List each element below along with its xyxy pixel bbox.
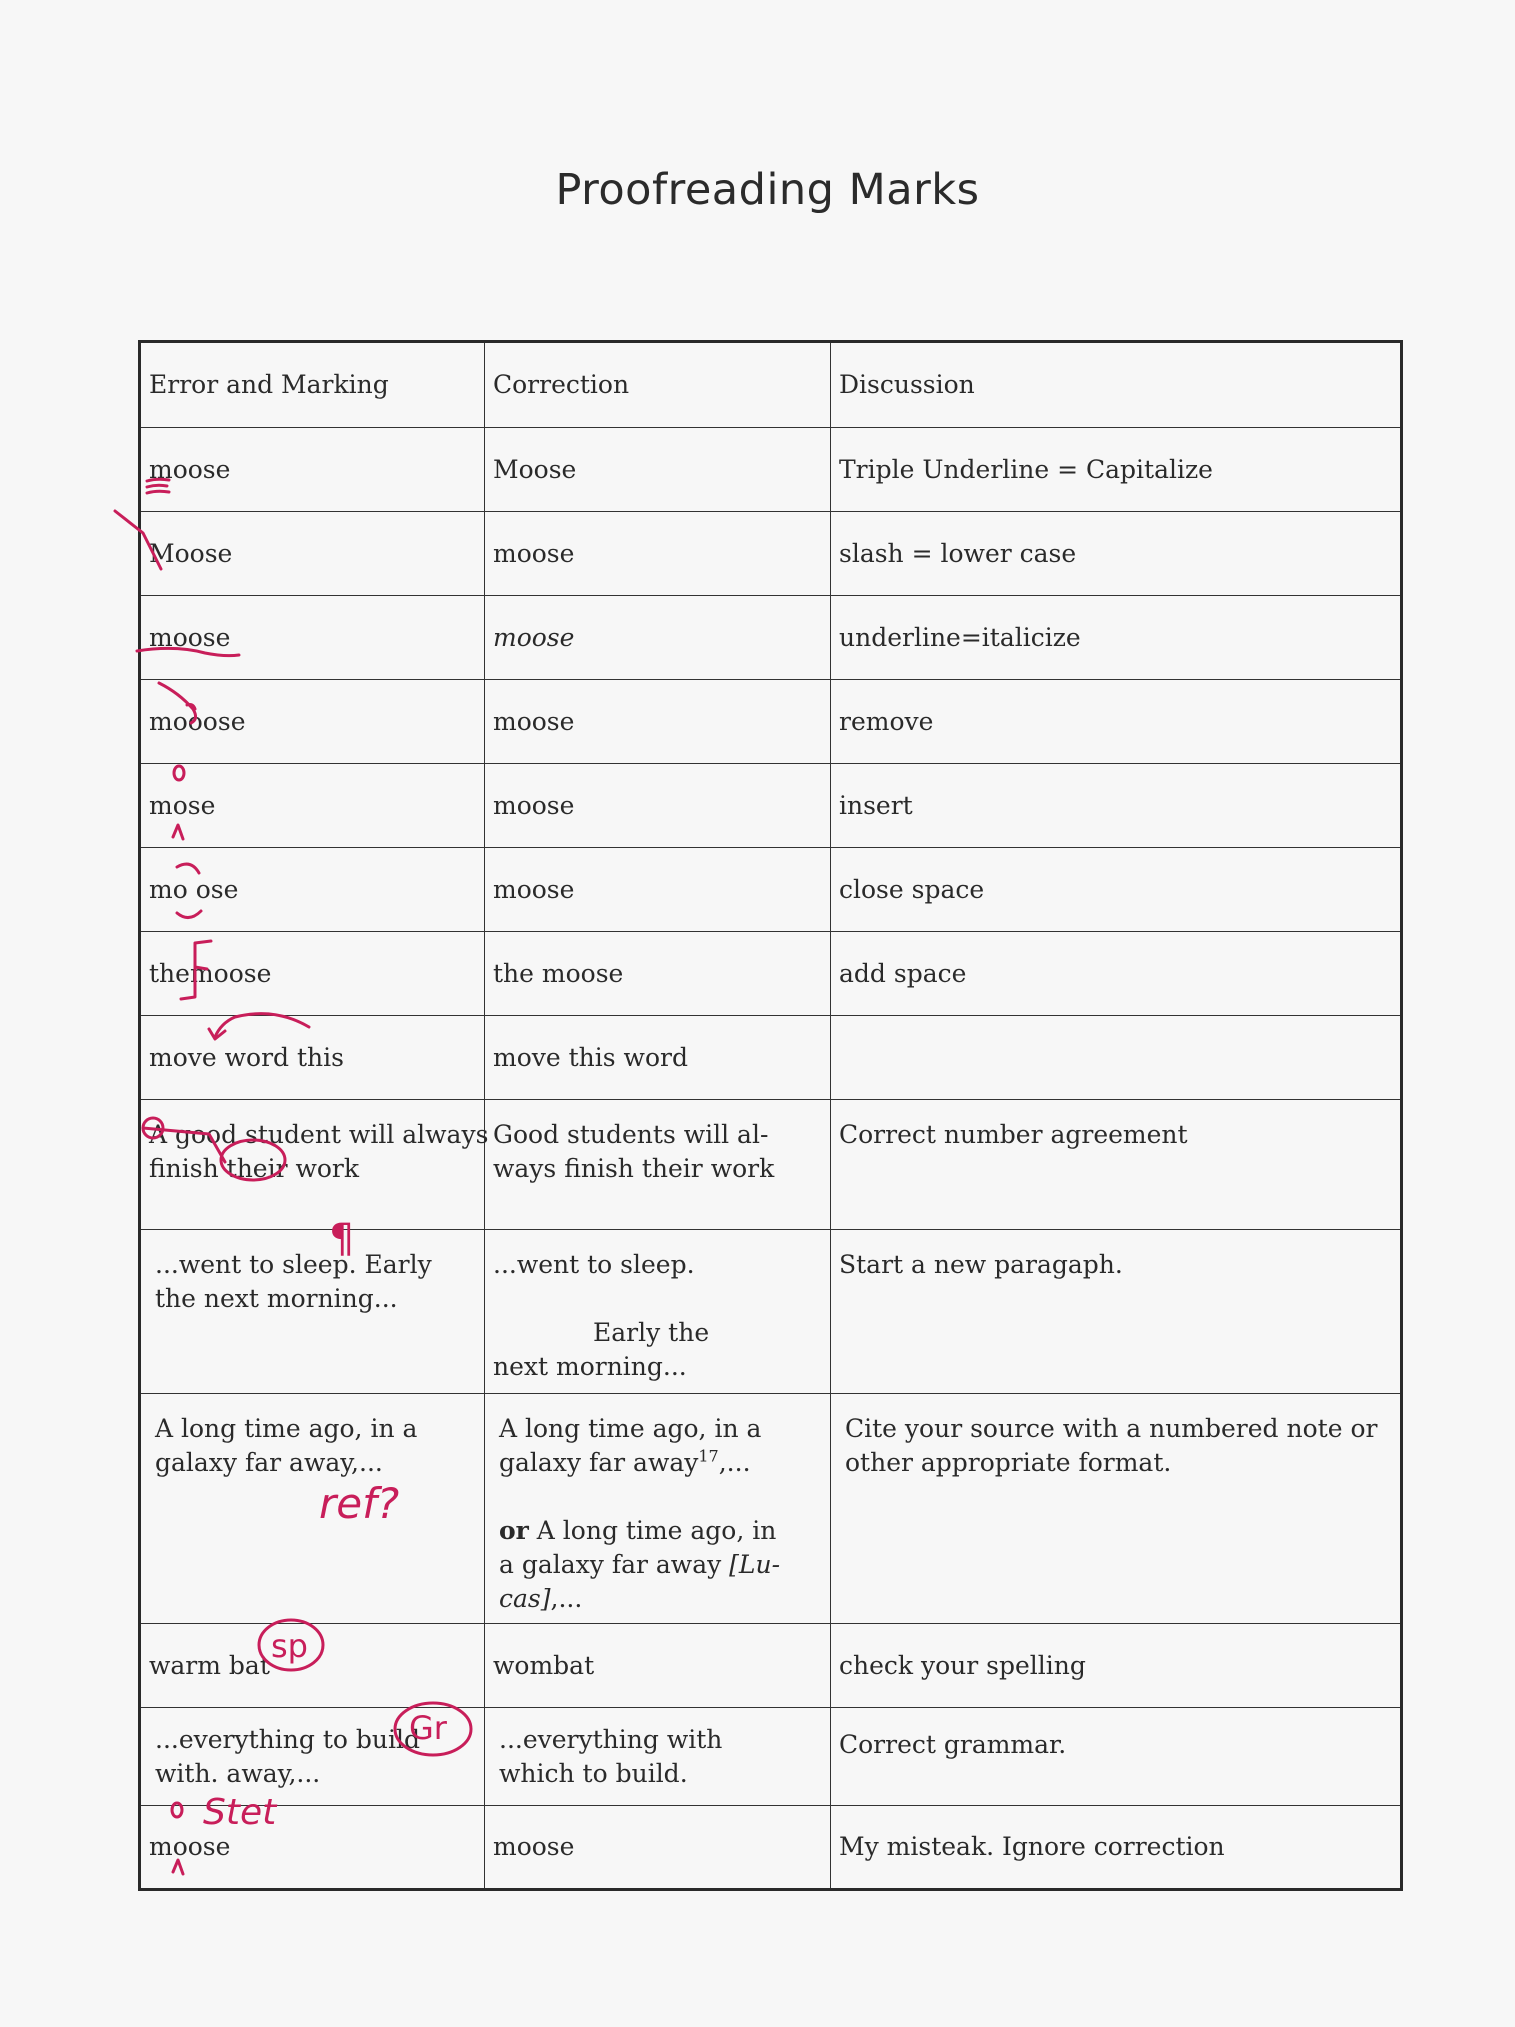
error-text: Moose: [149, 538, 233, 568]
table-row: [140, 428, 1402, 512]
grammar-mark-text: Gr: [409, 1708, 447, 1747]
error-text: warm bat: [149, 1650, 270, 1680]
correction-italic: moose: [493, 622, 575, 652]
error-line: galaxy far away,...: [155, 1448, 383, 1477]
error-text: themoose: [149, 958, 272, 988]
footnote-number: 17: [698, 1446, 719, 1466]
discussion-cell: [831, 1394, 1402, 1624]
correction-cell: moose: [485, 764, 831, 848]
error-cell: [140, 932, 485, 1016]
error-cell: [140, 848, 485, 932]
correction-line: A long time ago, in a: [499, 1414, 762, 1443]
correction-line: ...everything with: [499, 1724, 723, 1754]
error-text: moose: [149, 454, 231, 484]
discussion-cell: slash = lower case: [831, 512, 1402, 596]
error-cell: [140, 680, 485, 764]
header-correction: Correction: [485, 342, 831, 428]
correction-cell: moose: [485, 848, 831, 932]
error-cell: [140, 1624, 485, 1708]
table-row: [140, 1230, 1402, 1394]
correction-cell: the moose: [485, 932, 831, 1016]
correction-line: Early the: [593, 1318, 710, 1347]
stet-mark-text: Stet: [203, 1792, 277, 1833]
error-text: moose: [149, 622, 231, 652]
discussion-cell: Start a new paragaph.: [831, 1230, 1402, 1394]
ref-mark: [315, 1468, 455, 1538]
error-cell: [140, 596, 485, 680]
correction-line: which to build.: [499, 1758, 688, 1788]
header-discussion: Discussion: [831, 342, 1402, 428]
table-row: [140, 932, 1402, 1016]
correction-line: ...went to sleep.: [493, 1250, 695, 1279]
discussion-cell: Triple Underline = Capitalize: [831, 428, 1402, 512]
correction-cell: moose: [485, 512, 831, 596]
correction-cell: wombat: [485, 1624, 831, 1708]
spelling-mark-text: sp: [271, 1626, 308, 1665]
error-cell: [140, 1016, 485, 1100]
discussion-cell: Correct grammar.: [831, 1708, 1402, 1806]
correction-line: next morning...: [493, 1352, 687, 1381]
discussion-cell: Correct number agreement: [831, 1100, 1402, 1230]
ref-mark-text: ref?: [319, 1479, 400, 1528]
discussion-line: Cite your source with a numbered note or: [845, 1414, 1378, 1443]
error-cell: [140, 1792, 485, 1890]
correction-line: a galaxy far away: [499, 1550, 730, 1579]
error-text: move word this: [149, 1042, 344, 1072]
discussion-cell: check your spelling: [831, 1624, 1402, 1708]
error-cell: [140, 1394, 485, 1624]
correction-line: galaxy far away: [499, 1448, 699, 1477]
correction-cell: [485, 1394, 831, 1624]
error-line: with. away,...: [155, 1758, 321, 1788]
table-row: [140, 1016, 1402, 1100]
error-cell: [140, 1216, 485, 1394]
table-row: [140, 848, 1402, 932]
discussion-cell: underline=italicize: [831, 596, 1402, 680]
error-text: moose: [149, 1832, 231, 1861]
error-cell: [140, 1708, 485, 1806]
table-row: [140, 596, 1402, 680]
correction-line: ,...: [550, 1584, 583, 1613]
error-line: A long time ago, in a: [155, 1414, 418, 1443]
error-cell: [140, 764, 485, 848]
correction-cell: move this word: [485, 1016, 831, 1100]
correction-line: ,...: [718, 1448, 751, 1477]
citation-text: cas]: [499, 1584, 551, 1613]
discussion-cell: close space: [831, 848, 1402, 932]
table-row: [140, 1806, 1402, 1890]
proofreading-table: [138, 340, 1403, 1891]
table-row: [140, 1394, 1402, 1624]
correction-line: ways finish their work: [493, 1154, 775, 1183]
table-row: [140, 680, 1402, 764]
error-line: the next morning...: [155, 1284, 398, 1313]
correction-cell: moose: [485, 1806, 831, 1890]
error-text: mose: [149, 790, 216, 820]
table-row: [140, 1708, 1402, 1806]
correction-cell: [485, 1230, 831, 1394]
error-cell: [140, 512, 485, 596]
discussion-line: other appropriate format.: [845, 1448, 1172, 1477]
correction-cell: [485, 1100, 831, 1230]
correction-cell: moose: [485, 680, 831, 764]
citation-text: [Lu-: [729, 1550, 781, 1579]
error-cell: [140, 428, 485, 512]
error-line: ...went to sleep. Early: [155, 1250, 432, 1279]
error-line: ...everything to build: [155, 1724, 420, 1754]
header-error: Error and Marking: [140, 342, 485, 428]
error-text: mooose: [149, 706, 246, 736]
paragraph-mark-text: ¶: [329, 1216, 355, 1262]
or-label: or: [499, 1516, 529, 1545]
correction-cell: Moose: [485, 428, 831, 512]
correction-cell: [485, 1708, 831, 1806]
table-row: [140, 764, 1402, 848]
table-row: [140, 512, 1402, 596]
page-title: Proofreading Marks: [555, 165, 980, 215]
error-cell: [140, 1100, 489, 1230]
error-text: mo ose: [149, 874, 239, 904]
discussion-cell: add space: [831, 932, 1402, 1016]
correction-cell: [485, 596, 831, 680]
table-row: [140, 1100, 1402, 1230]
table-header-row: [140, 342, 1402, 428]
error-line: A good student will always: [149, 1120, 489, 1149]
table-row: [140, 1624, 1402, 1708]
discussion-cell: [831, 1016, 1402, 1100]
discussion-cell: My misteak. Ignore correction: [831, 1806, 1402, 1890]
discussion-cell: remove: [831, 680, 1402, 764]
correction-line: A long time ago, in: [528, 1516, 777, 1545]
error-line: finish their work: [149, 1154, 360, 1183]
discussion-cell: insert: [831, 764, 1402, 848]
correction-line: Good students will al-: [493, 1120, 769, 1149]
